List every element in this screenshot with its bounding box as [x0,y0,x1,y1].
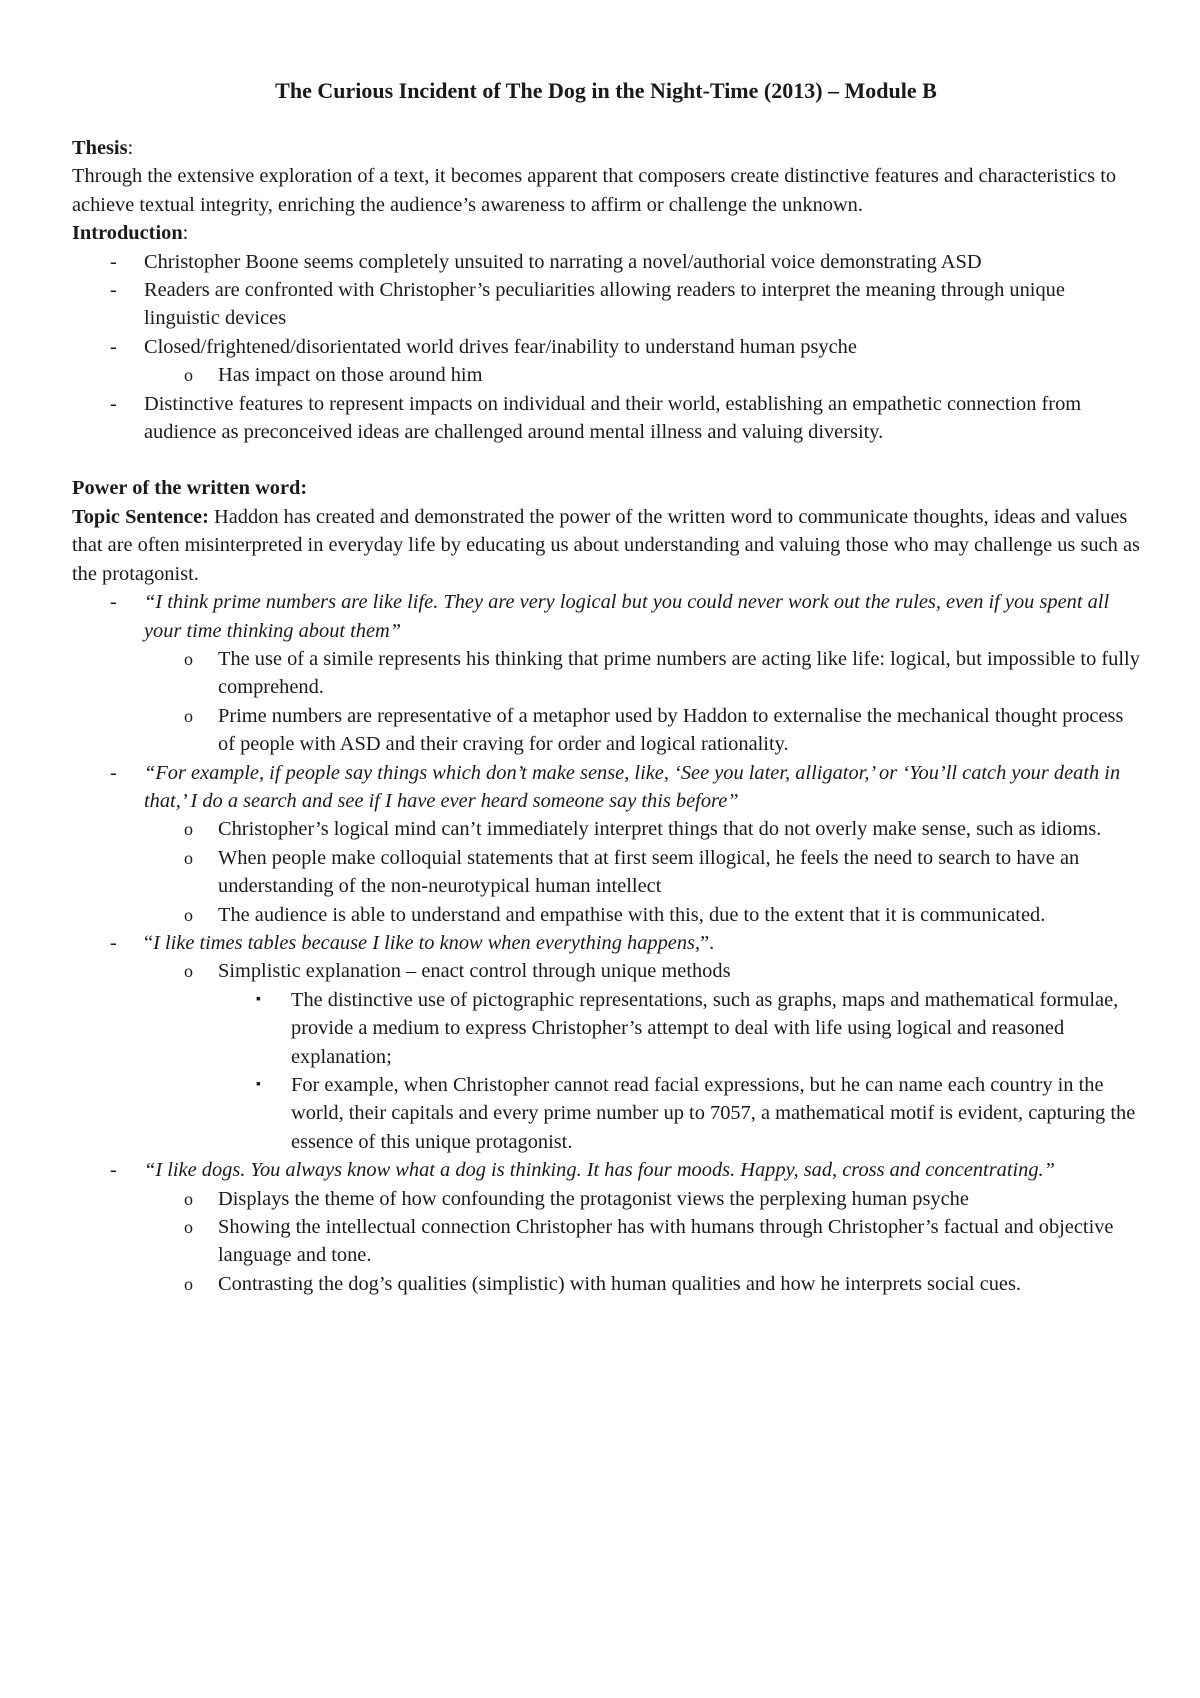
dash-marker: - [110,250,117,273]
sub-list [144,815,1140,929]
introduction-heading: Introduction [72,222,183,245]
power-list [72,588,1140,1298]
topic-sentence-text: Haddon has created and demonstrated the power of the written word to communicate thoughts, ideas and values that are often misinterpreted in everyday life by educating us about understanding and valuing those who may challenge us such as the protagonist. [72,505,1140,585]
quote-text: “I think prime numbers are like life. They are very logical but you could never work out the rules, even if you spent all your time thinking about them” [144,591,1110,642]
circle-marker: o [184,1188,193,1209]
circle-marker: o [184,365,193,386]
sub-list-item [72,815,1140,843]
circle-marker: o [184,847,193,868]
dash-marker: - [110,591,117,614]
dash-marker: - [110,279,117,302]
sub-list-item-text: When people make colloquial statements that at first seem illogical, he feels the need to search to have an understanding of the non-neurotypical human intellect [218,846,1080,898]
circle-marker: o [184,648,193,669]
quote-item [72,929,1140,1156]
power-heading: Power of the written word: [72,477,308,500]
sub-list [144,361,1140,389]
topic-sentence-label: Topic Sentence: [72,505,209,528]
circle-marker: o [184,1273,193,1294]
page-title: The Curious Incident of The Dog in the Night-Time (2013) – Module B [275,78,937,103]
introduction-list [72,248,1140,447]
sub-list [144,1185,1140,1299]
sub-list-item [72,361,1140,389]
list-item [72,248,1140,276]
thesis-text: Through the extensive exploration of a text, it becomes apparent that composers create distinctive features and characteristics to achieve textual integrity, enriching the audience’s awareness to affirm or challenge the unknown. [72,165,1117,216]
list-item [72,276,1140,333]
dash-marker: - [110,761,117,784]
dash-marker: - [110,392,117,415]
list-item-text: Readers are confronted with Christopher’s peculiarities allowing readers to interpret the meaning through unique linguistic devices [144,279,1065,330]
dash-marker: - [110,931,117,954]
list-item-text: Closed/frightened/disorientated world drives fear/inability to understand human psyche [144,335,857,358]
quote-item [72,1156,1140,1298]
square-bullet-icon: ▪ [256,1077,261,1092]
quote-item [72,588,1140,758]
sub-list-item-text: Prime numbers are representative of a metaphor used by Haddon to externalise the mechanical thought process of people with ASD and their craving for order and logical rationality. [218,704,1124,756]
dash-marker: - [110,1159,117,1182]
sub-list [144,645,1140,759]
thesis-colon: : [127,137,134,159]
list-item-text: Distinctive features to represent impacts on individual and their world, establishing an empathetic connection from audience as preconceived ideas are challenged around mental illness and valuing diversity. [144,392,1082,444]
sub-sub-list [218,986,1140,1156]
quote-text: “I like dogs. You always know what a dog is thinking. It has four moods. Happy, sad, cross and concentrating.” [144,1159,1055,1182]
circle-marker: o [184,961,193,982]
sub-list-item-text: Christopher’s logical mind can’t immediately interpret things that do not overly make sense, such as idioms. [218,818,1102,841]
circle-marker: o [184,904,193,925]
thesis-heading-line [72,134,1140,162]
quote-open-mark: “ [144,931,154,954]
sub-list-item [72,844,1140,901]
quote-text: “For example, if people say things which don’t make sense, like, ‘See you later, alligator,’ or ‘You’ll catch your death in that,’ I do a search and see if I have ever heard someone say this before” [144,761,1121,812]
sub-list-item-text: Contrasting the dog’s qualities (simplistic) with human qualities and how he interprets social cues. [218,1272,1022,1295]
sub-list-item [72,957,1140,1156]
sub-list [144,957,1140,1156]
sub-list-item [72,1270,1140,1298]
quote-item [72,759,1140,929]
sub-list-item-text: The use of a simile represents his thinking that prime numbers are acting like life: logical, but impossible to fully comprehend. [218,647,1140,699]
sub-sub-list-item [72,1071,1140,1156]
sub-sub-list-item-text: The distinctive use of pictographic representations, such as graphs, maps and mathematical formulae, provide a medium to express Christopher’s attempt to deal with life using logical and reasoned explanation; [291,988,1119,1068]
sub-list-item [72,702,1140,759]
introduction-heading-line [72,219,1140,247]
sub-list-item-text: Displays the theme of how confounding the protagonist views the perplexing human psyche [218,1187,969,1210]
circle-marker: o [184,1217,193,1238]
list-item [72,390,1140,447]
sub-list-item-text: Has impact on those around him [218,364,483,387]
list-item-text: Christopher Boone seems completely unsuited to narrating a novel/authorial voice demonstrating ASD [144,250,982,273]
sub-list-item [72,1213,1140,1270]
circle-marker: o [184,705,193,726]
sub-list-item [72,1185,1140,1213]
sub-sub-list-item-text: For example, when Christopher cannot read facial expressions, but he can name each country in the world, their capitals and every prime number up to 7057, a mathematical motif is evident, capturing the essence of this unique protagonist. [291,1074,1136,1153]
introduction-colon: : [182,222,189,245]
sub-list-item [72,901,1140,929]
thesis-heading: Thesis [72,137,128,159]
topic-sentence [72,503,1140,588]
dash-marker: - [110,335,117,358]
sub-list-item-text: The audience is able to understand and empathise with this, due to the extent that it is communicated. [218,903,1046,926]
list-item [72,333,1140,390]
section-gap [72,446,1140,474]
sub-sub-list-item [72,986,1140,1071]
sub-list-item-text: Simplistic explanation – enact control through unique methods [218,960,731,983]
sub-list-item-text: Showing the intellectual connection Christopher has with humans through Christopher’s factual and objective language and tone. [218,1216,1114,1267]
circle-marker: o [184,819,193,840]
sub-list-item [72,645,1140,702]
quote-text: I like times tables because I like to know when everything happens, [153,931,701,954]
quote-close-mark: ”. [700,931,715,954]
square-bullet-icon: ▪ [256,991,261,1007]
